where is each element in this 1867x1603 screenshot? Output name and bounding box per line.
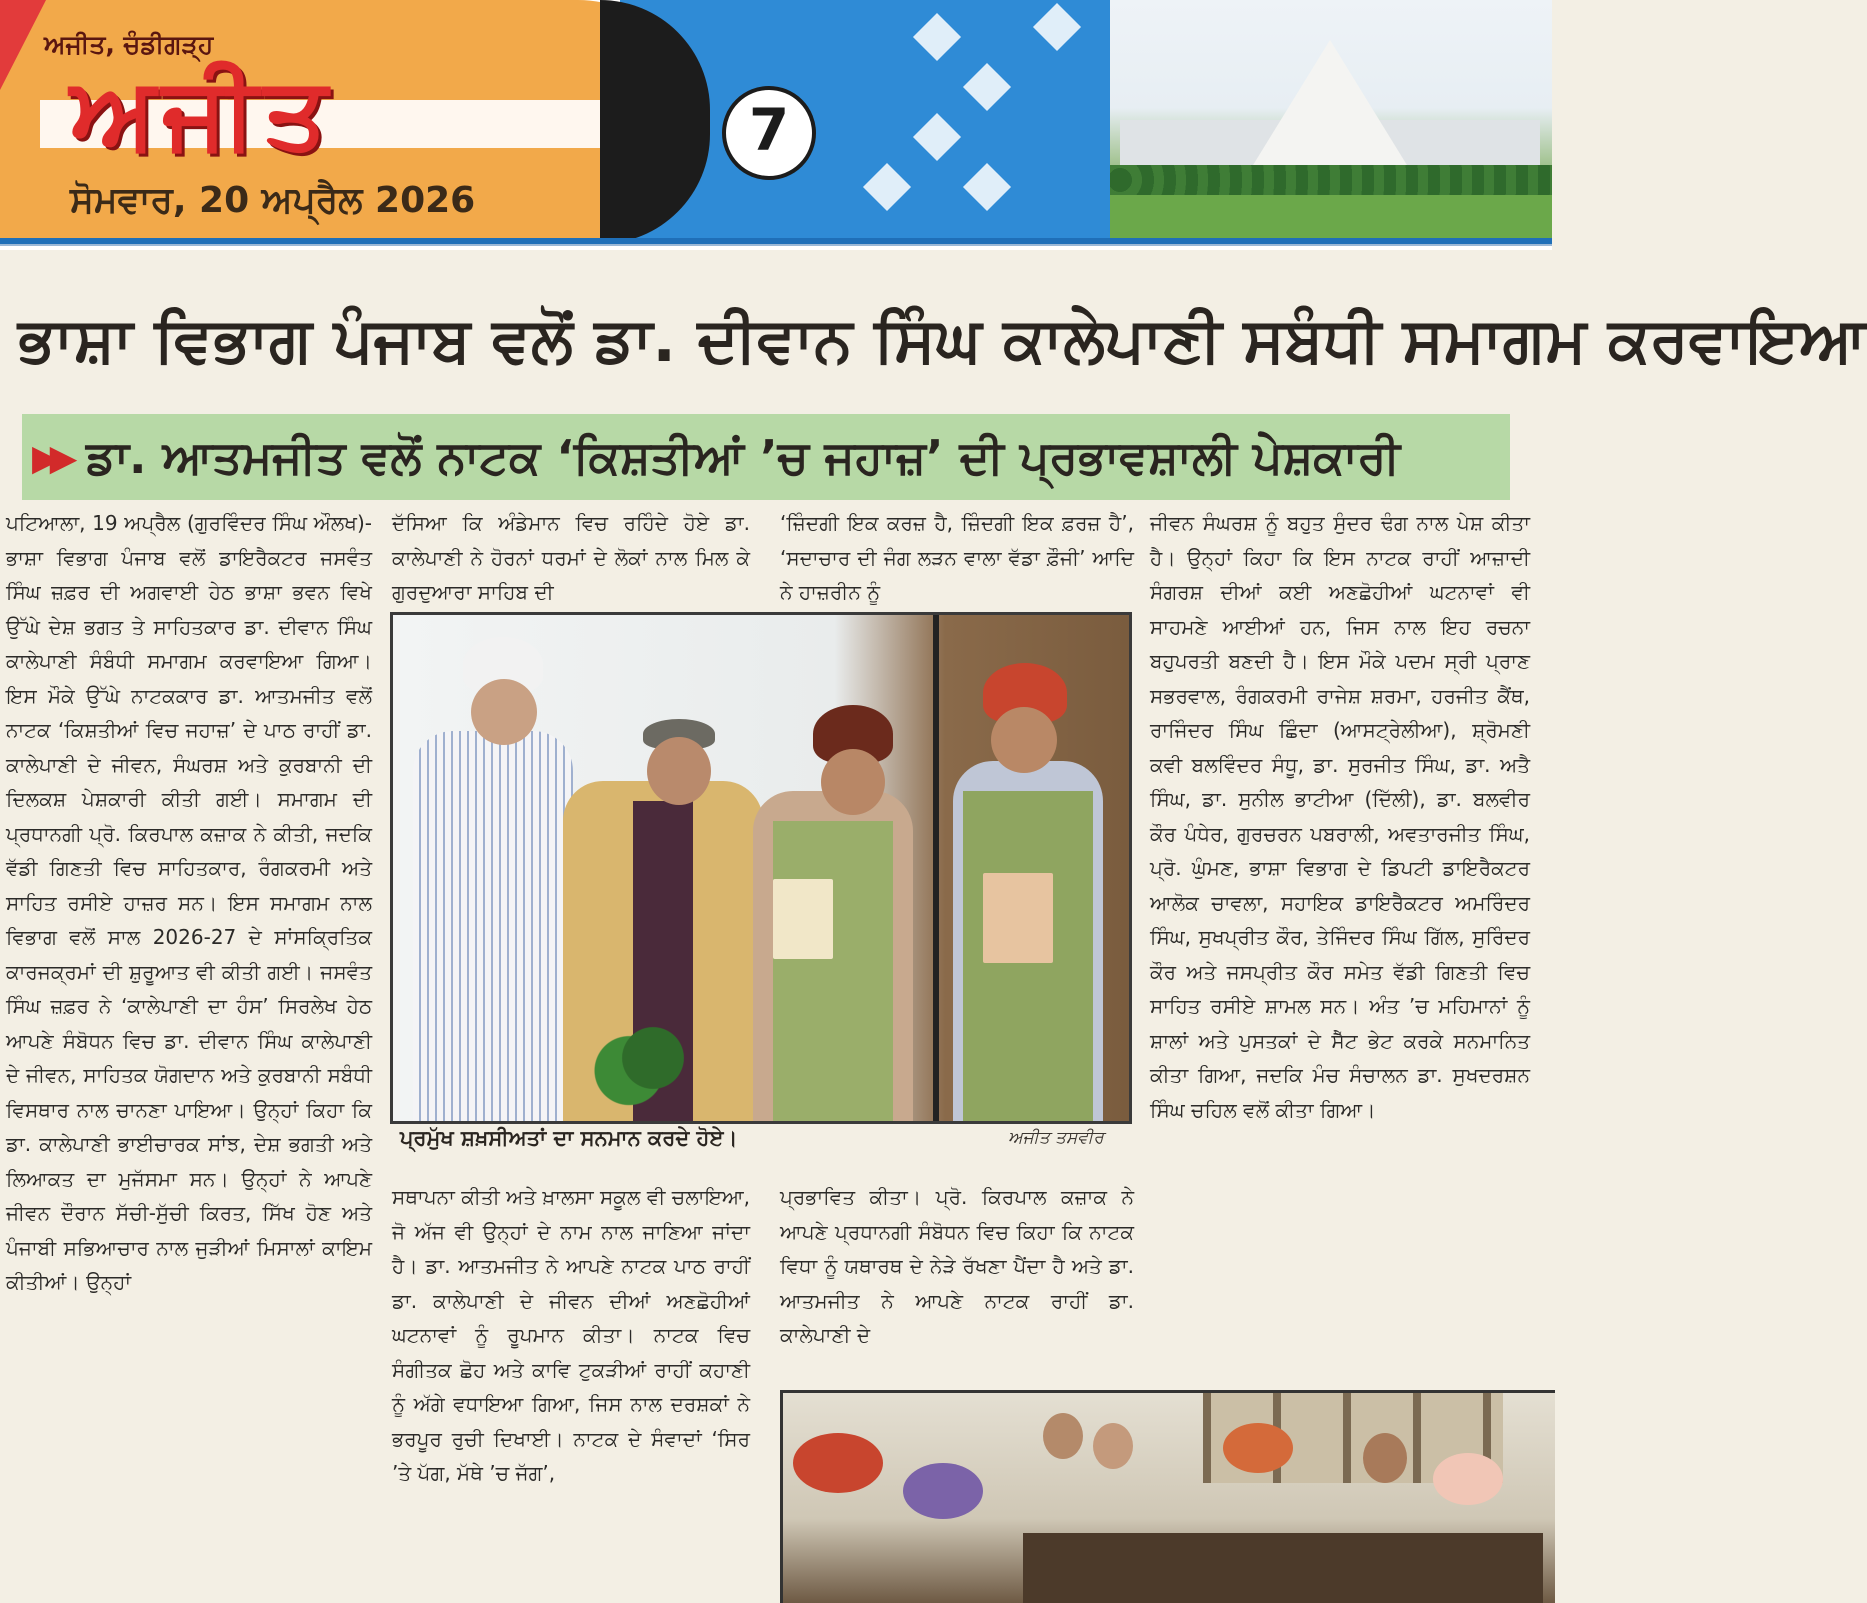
lawn: [1110, 195, 1552, 240]
pattern-diamond-icon: [963, 63, 1011, 111]
attendee-face: [1363, 1433, 1407, 1483]
page-number: 7: [748, 96, 790, 164]
pattern-diamond-icon: [1033, 3, 1081, 51]
photo-caption: ਪ੍ਰਮੁੱਖ ਸ਼ਖ਼ਸੀਅਤਾਂ ਦਾ ਸਨਮਾਨ ਕਰਦੇ ਹੋਏ।: [400, 1126, 738, 1150]
photo-split-line: [933, 615, 939, 1121]
building-spire: [1250, 40, 1410, 170]
article-subheadline: ਡਾ. ਆਤਮਜੀਤ ਵਲੋਂ ਨਾਟਕ ‘ਕਿਸ਼ਤੀਆਂ ’ਚ ਜਹਾਜ਼’ ਦੀ ਪ੍ਰਭਾਵਸ਼ਾਲੀ ਪੇਸ਼ਕਾਰੀ: [86, 430, 1401, 484]
pattern-diamond-icon: [913, 113, 961, 161]
person-3-face: [821, 749, 885, 815]
newspaper-logo: ਅਜੀਤ: [70, 54, 334, 171]
potted-plant: [593, 995, 713, 1121]
book-set-2: [983, 873, 1053, 963]
attendee-turban-red: [793, 1433, 883, 1493]
masthead-building-photo: [1110, 0, 1552, 240]
attendee-face: [1043, 1413, 1083, 1459]
double-arrow-icon: ▶▶: [32, 438, 68, 479]
masthead: [0, 0, 1552, 250]
pattern-diamond-icon: [913, 13, 961, 61]
page-number-badge: [722, 86, 816, 180]
article-column-1: ਪਟਿਆਲਾ, 19 ਅਪ੍ਰੈਲ (ਗੁਰਵਿੰਦਰ ਸਿੰਘ ਔਲਖ)-ਭਾਸ਼ਾ ਵਿਭਾਗ ਪੰਜਾਬ ਵਲੋਂ ਡਾਇਰੈਕਟਰ ਜਸਵੰਤ ਸਿੰਘ ਜ਼ਫ਼ਰ ਦੀ ਅਗਵਾਈ ਹੇਠ ਭਾਸ਼ਾ ਭਵਨ ਵਿਖੇ ਉੱਘੇ ਦੇਸ਼ ਭਗਤ ਤੇ ਸਾਹਿਤਕਾਰ ਡਾ. ਦੀਵਾਨ ਸਿੰਘ ਕਾਲੇਪਾਣੀ ਸੰਬੰਧੀ ਸਮਾਗਮ ਕਰਵਾਇਆ ਗਿਆ। ਇਸ ਮੌਕੇ ਉੱਘੇ ਨਾਟਕਕਾਰ ਡਾ. ਆਤਮਜੀਤ ਵਲੋਂ ਨਾਟਕ ‘ਕਿਸ਼ਤੀਆਂ ਵਿਚ ਜਹਾਜ਼’ ਦੇ ਪਾਠ ਰਾਹੀਂ ਡਾ. ਕਾਲੇਪਾਣੀ ਦੇ ਜੀਵਨ, ਸੰਘਰਸ਼ ਅਤੇ ਕੁਰਬਾਨੀ ਦੀ ਦਿਲਕਸ਼ ਪੇਸ਼ਕਾਰੀ ਕੀਤੀ ਗਈ। ਸਮਾਗਮ ਦੀ ਪ੍ਰਧਾਨਗੀ ਪ੍ਰੋ. ਕਿਰਪਾਲ ਕਜ਼ਾਕ ਨੇ ਕੀਤੀ, ਜਦਕਿ ਵੱਡੀ ਗਿਣਤੀ ਵਿਚ ਸਾਹਿਤਕਾਰ, ਰੰਗਕਰਮੀ ਅਤੇ ਸਾਹਿਤ ਰਸੀਏ ਹਾਜ਼ਰ ਸਨ। ਇਸ ਸਮਾਗਮ ਨਾਲ ਵਿਭਾਗ ਵਲੋਂ ਸਾਲ 2026-27 ਦੇ ਸਾਂਸਕ੍ਰਿਤਿਕ ਕਾਰਜਕ੍ਰਮਾਂ ਦੀ ਸ਼ੁਰੂਆਤ ਵੀ ਕੀਤੀ ਗਈ। ਜਸਵੰਤ ਸਿੰਘ ਜ਼ਫ਼ਰ ਨੇ ‘ਕਾਲੇਪਾਣੀ ਦਾ ਹੰਸ’ ਸਿਰਲੇਖ ਹੇਠ ਆਪਣੇ ਸੰਬੋਧਨ ਵਿਚ ਡਾ. ਦੀਵਾਨ ਸਿੰਘ ਕਾਲੇਪਾਣੀ ਦੇ ਜੀਵਨ, ਸਾਹਿਤਕ ਯੋਗਦਾਨ ਅਤੇ ਕੁਰਬਾਨੀ ਸਬੰਧੀ ਵਿਸਥਾਰ ਨਾਲ ਚਾਨਣਾ ਪਾਇਆ। ਉਨ੍ਹਾਂ ਕਿਹਾ ਕਿ ਡਾ. ਕਾਲੇਪਾਣੀ ਭਾਈਚਾਰਕ ਸਾਂਝ, ਦੇਸ਼ ਭਗਤੀ ਅਤੇ ਲਿਆਕਤ ਦਾ ਮੁਜੱਸਮਾ ਸਨ। ਉਨ੍ਹਾਂ ਨੇ ਆਪਣੇ ਜੀਵਨ ਦੌਰਾਨ ਸੱਚੀ-ਸੁੱਚੀ ਕਿਰਤ, ਸਿੱਖ ਹੋਣ ਅਤੇ ਪੰਜਾਬੀ ਸਭਿਆਚਾਰ ਨਾਲ ਜੁੜੀਆਂ ਮਿਸਾਲਾਂ ਕਾਇਮ ਕੀਤੀਆਂ। ਉਨ੍ਹਾਂ: [6, 511, 372, 1294]
attendee-turban-purple: [903, 1463, 983, 1519]
article-column-4: ਜੀਵਨ ਸੰਘਰਸ਼ ਨੂੰ ਬਹੁਤ ਸੁੰਦਰ ਢੰਗ ਨਾਲ ਪੇਸ਼ ਕੀਤਾ ਹੈ। ਉਨ੍ਹਾਂ ਕਿਹਾ ਕਿ ਇਸ ਨਾਟਕ ਰਾਹੀਂ ਆਜ਼ਾਦੀ ਸੰਗਰਸ਼ ਦੀਆਂ ਕਈ ਅਣਛੋਹੀਆਂ ਘਟਨਾਵਾਂ ਵੀ ਸਾਹਮਣੇ ਆਈਆਂ ਹਨ, ਜਿਸ ਨਾਲ ਇਹ ਰਚਨਾ ਬਹੁਪਰਤੀ ਬਣਦੀ ਹੈ। ਇਸ ਮੌਕੇ ਪਦਮ ਸ੍ਰੀ ਪ੍ਰਾਣ ਸਭਰਵਾਲ, ਰੰਗਕਰਮੀ ਰਾਜੇਸ਼ ਸ਼ਰਮਾ, ਹਰਜੀਤ ਕੈਂਥ, ਰਾਜਿੰਦਰ ਸਿੰਘ ਛਿੰਦਾ (ਆਸਟ੍ਰੇਲੀਆ), ਸ਼੍ਰੋਮਣੀ ਕਵੀ ਬਲਵਿੰਦਰ ਸੰਧੂ, ਡਾ. ਸੁਰਜੀਤ ਸਿੰਘ, ਡਾ. ਅਤੈ ਸਿੰਘ, ਡਾ. ਸੁਨੀਲ ਭਾਟੀਆ (ਦਿੱਲੀ), ਡਾ. ਬਲਵੀਰ ਕੌਰ ਪੰਧੇਰ, ਗੁਰਚਰਨ ਪਬਰਾਲੀ, ਅਵਤਾਰਜੀਤ ਸਿੰਘ, ਪ੍ਰੋ. ਘੁੰਮਣ, ਭਾਸ਼ਾ ਵਿਭਾਗ ਦੇ ਡਿਪਟੀ ਡਾਇਰੈਕਟਰ ਆਲੋਕ ਚਾਵਲਾ, ਸਹਾਇਕ ਡਾਇਰੈਕਟਰ ਅਮਰਿੰਦਰ ਸਿੰਘ, ਸੁਖਪ੍ਰੀਤ ਕੌਰ, ਤੇਜਿੰਦਰ ਸਿੰਘ ਗਿੱਲ, ਸੁਰਿੰਦਰ ਕੌਰ ਅਤੇ ਜਸਪ੍ਰੀਤ ਕੌਰ ਸਮੇਤ ਵੱਡੀ ਗਿਣਤੀ ਵਿਚ ਸਾਹਿਤ ਰਸੀਏ ਸ਼ਾਮਲ ਸਨ। ਅੰਤ ’ਚ ਮਹਿਮਾਨਾਂ ਨੂੰ ਸ਼ਾਲਾਂ ਅਤੇ ਪੁਸਤਕਾਂ ਦੇ ਸੈੱਟ ਭੇਟ ਕਰਕੇ ਸਨਮਾਨਿਤ ਕੀਤਾ ਗਿਆ, ਜਦਕਿ ਮੰਚ ਸੰਚਾਲਨ ਡਾ. ਸੁਖਦਰਸ਼ਨ ਸਿੰਘ ਚਹਿਲ ਵਲੋਂ ਕੀਤਾ ਗਿਆ।: [1150, 511, 1530, 1122]
person-1-face: [471, 679, 537, 745]
article-column-3-bottom: ਪ੍ਰਭਾਵਿਤ ਕੀਤਾ। ਪ੍ਰੋ. ਕਿਰਪਾਲ ਕਜ਼ਾਕ ਨੇ ਆਪਣੇ ਪ੍ਰਧਾਨਗੀ ਸੰਬੋਧਨ ਵਿਚ ਕਿਹਾ ਕਿ ਨਾਟਕ ਵਿਧਾ ਨੂੰ ਯਥਾਰਥ ਦੇ ਨੇੜੇ ਰੱਖਣਾ ਪੈਂਦਾ ਹੈ ਅਤੇ ਡਾ. ਆਤਮਜੀਤ ਨੇ ਆਪਣੇ ਨਾਟਕ ਰਾਹੀਂ ਡਾ. ਕਾਲੇਪਾਣੀ ਦੇ: [780, 1185, 1134, 1347]
person-1: [413, 731, 573, 1121]
masthead-divider-thin: [0, 244, 1552, 246]
pattern-diamond-icon: [963, 163, 1011, 211]
pattern-diamond-icon: [863, 163, 911, 211]
attendee-turban-orange: [1223, 1423, 1293, 1473]
article-column-3-top: ‘ਜ਼ਿੰਦਗੀ ਇਕ ਕਰਜ਼ ਹੈ, ਜ਼ਿੰਦਗੀ ਇਕ ਫ਼ਰਜ਼ ਹੈ’, ‘ਸਦਾਚਾਰ ਦੀ ਜੰਗ ਲੜਨ ਵਾਲਾ ਵੱਡਾ ਫ਼ੌਜੀ’ ਆਦਿ ਨੇ ਹਾਜ਼ਰੀਨ ਨੂੰ: [780, 511, 1134, 604]
event-photo: [390, 612, 1132, 1124]
article-column-2-top: ਦੱਸਿਆ ਕਿ ਅੰਡੇਮਾਨ ਵਿਚ ਰਹਿੰਦੇ ਹੋਏ ਡਾ. ਕਾਲੇਪਾਣੀ ਨੇ ਹੋਰਨਾਂ ਧਰਮਾਂ ਦੇ ਲੋਕਾਂ ਨਾਲ ਮਿਲ ਕੇ ਗੁਰਦੁਆਰਾ ਸਾਹਿਬ ਦੀ: [392, 511, 750, 604]
subheadline-bar: [22, 414, 1510, 500]
attendee-turban-pink: [1433, 1453, 1503, 1505]
person-4-face: [991, 707, 1057, 773]
masthead-city: ਅਜੀਤ, ਚੰਡੀਗੜ੍ਹ: [44, 30, 214, 59]
article-column-2-bottom: ਸਥਾਪਨਾ ਕੀਤੀ ਅਤੇ ਖ਼ਾਲਸਾ ਸਕੂਲ ਵੀ ਚਲਾਇਆ, ਜੋ ਅੱਜ ਵੀ ਉਨ੍ਹਾਂ ਦੇ ਨਾਮ ਨਾਲ ਜਾਣਿਆ ਜਾਂਦਾ ਹੈ। ਡਾ. ਆਤਮਜੀਤ ਨੇ ਆਪਣੇ ਨਾਟਕ ਪਾਠ ਰਾਹੀਂ ਡਾ. ਕਾਲੇਪਾਣੀ ਦੇ ਜੀਵਨ ਦੀਆਂ ਅਣਛੋਹੀਆਂ ਘਟਨਾਵਾਂ ਨੂੰ ਰੂਪਮਾਨ ਕੀਤਾ। ਨਾਟਕ ਵਿਚ ਸੰਗੀਤਕ ਛੋਹ ਅਤੇ ਕਾਵਿ ਟੁਕੜੀਆਂ ਰਾਹੀਂ ਕਹਾਣੀ ਨੂੰ ਅੱਗੇ ਵਧਾਇਆ ਗਿਆ, ਜਿਸ ਨਾਲ ਦਰਸ਼ਕਾਂ ਨੇ ਭਰਪੂਰ ਰੁਚੀ ਦਿਖਾਈ। ਨਾਟਕ ਦੇ ਸੰਵਾਦਾਂ ‘ਸਿਰ ’ਤੇ ਪੱਗ, ਮੱਥੇ ’ਚ ਜੱਗ’,: [392, 1185, 750, 1485]
article-headline: ਭਾਸ਼ਾ ਵਿਭਾਗ ਪੰਜਾਬ ਵਲੋਂ ਡਾ. ਦੀਵਾਨ ਸਿੰਘ ਕਾਲੇਪਾਣੀ ਸਬੰਧੀ ਸਮਾਗਮ ਕਰਵਾਇਆ: [18, 303, 1867, 376]
meeting-table: [1023, 1533, 1543, 1603]
attendee-face: [1093, 1423, 1133, 1469]
person-3-shawl: [773, 821, 893, 1121]
issue-date: ਸੋਮਵਾਰ, 20 ਅਪ੍ਰੈਲ 2026: [70, 180, 476, 221]
person-2-face: [647, 737, 711, 805]
trees: [1110, 165, 1552, 195]
book-set-1: [773, 879, 833, 959]
meeting-photo: [780, 1390, 1555, 1603]
photo-credit: ਅਜੀਤ ਤਸਵੀਰ: [1008, 1128, 1104, 1148]
